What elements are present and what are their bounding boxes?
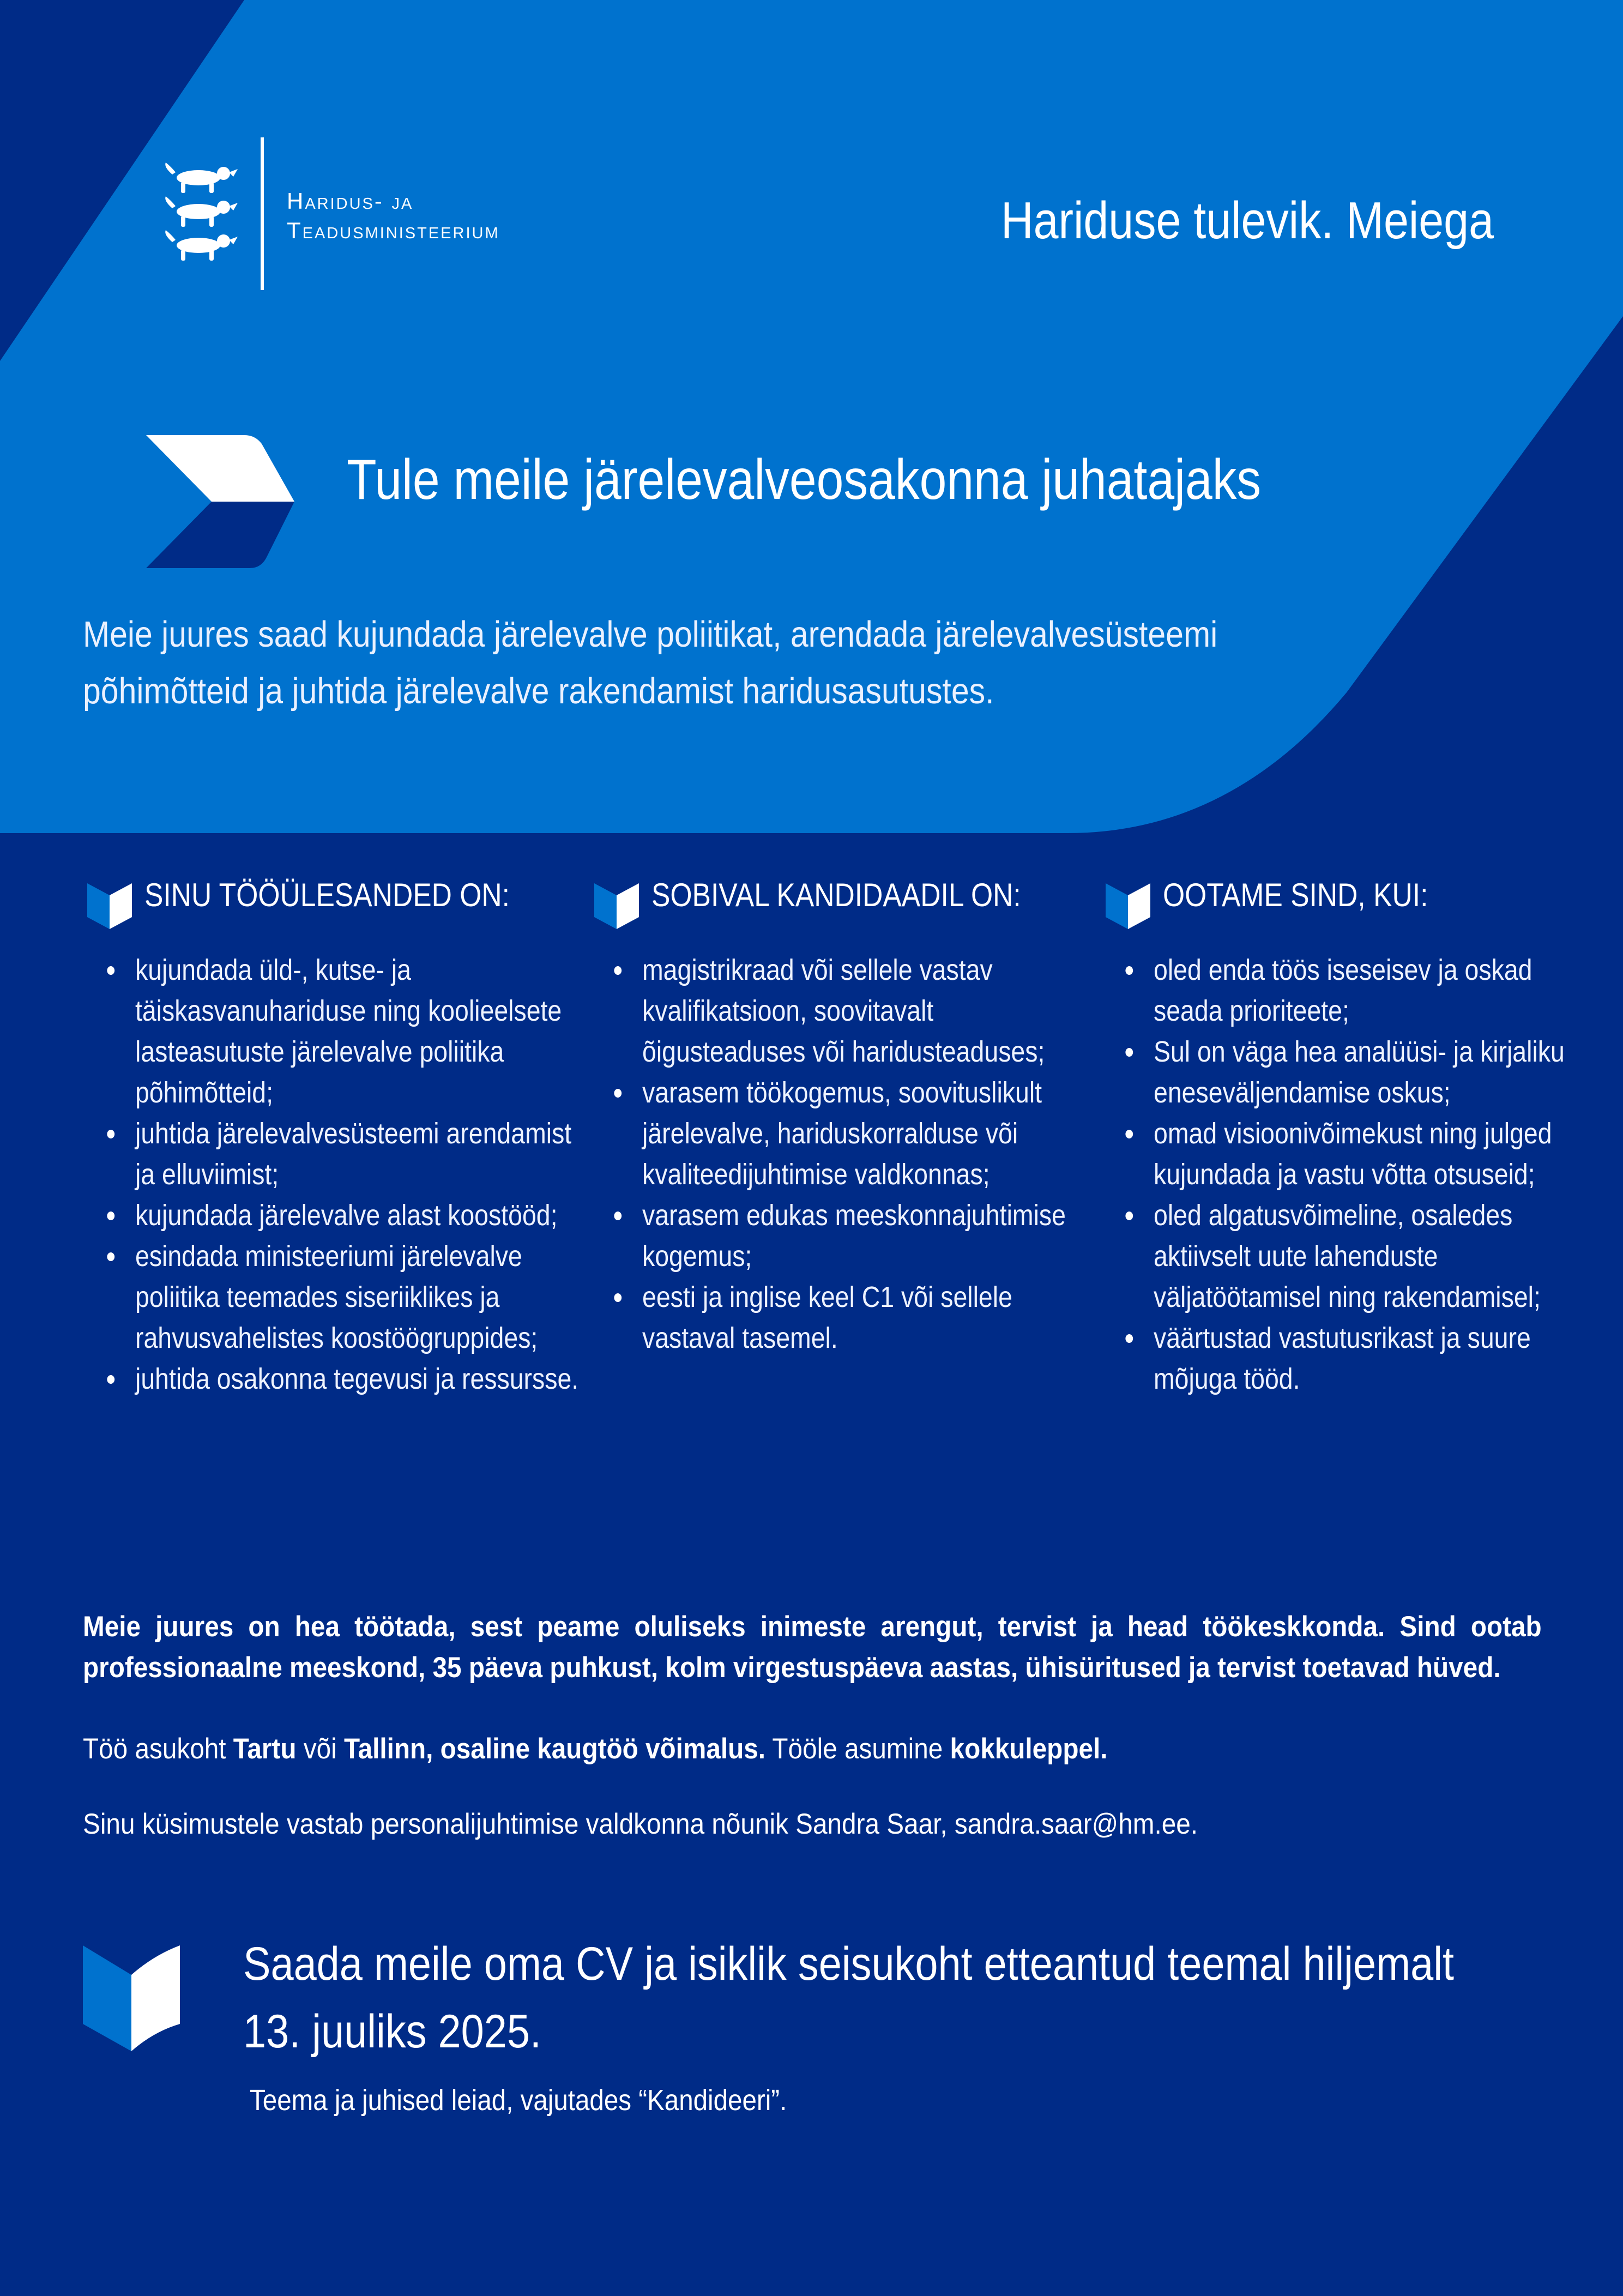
list-item: Sul on väga hea analüüsi- ja kirjaliku eneseväljendamise oskus; (1154, 1032, 1604, 1113)
start-prefix: Tööle asumine (765, 1733, 950, 1765)
location-or: või (296, 1733, 344, 1765)
list-item: kujundada järelevalve alast koostööd; (135, 1195, 586, 1236)
intro-text: Meie juures saad kujundada järelevalve poliitikat, arendada järelevalvesüsteemi põhimõtteid ja juhtida järelevalve rakendamist haridusasutustes. (83, 614, 1218, 712)
column-duties (87, 872, 579, 1400)
location-city-tallinn: Tallinn, osaline kaugtöö võimalus. (343, 1733, 766, 1765)
book-icon (594, 879, 639, 929)
list-item: kujundada üld-, kutse- ja täiskasvanuhariduse ning koolieelsete lasteasutuste järelevalve poliitika põhimõtteid; (135, 950, 586, 1113)
start-date: kokkuleppel. (950, 1733, 1108, 1765)
slogan: Hariduse tulevik. Meiega (1000, 191, 1494, 250)
column-requirements (594, 872, 1074, 1359)
list-item: esindada ministeeriumi järelevalve poliitika teemades siseriiklikes ja rahvusvahelistes koostöögruppides; (135, 1236, 586, 1359)
chevron-arrow-icon (146, 435, 294, 568)
list-item: eesti ja inglise keel C1 või sellele vastaval tasemel. (642, 1277, 1093, 1359)
column-header (1106, 872, 1585, 923)
cta-note: Teema ja juhised leiad, vajutades “Kandideeri”. (250, 2084, 787, 2117)
ministry-name-line2: Teadusministeerium (287, 218, 500, 243)
column-header (87, 872, 567, 923)
page-title: Tule meile järelevalveosakonna juhatajaks (347, 448, 1262, 511)
logo-divider (261, 137, 264, 290)
contact-text: Sinu küsimustele vastab personalijuhtimise valdkonna nõunik Sandra Saar, sandra.saar@hm.ee. (83, 1808, 1198, 1840)
location-text (83, 1728, 1542, 1769)
column-header (594, 872, 1074, 923)
expectations-list (1106, 950, 1585, 1400)
book-icon (83, 1944, 180, 2051)
column-title: OOTAME SIND, KUI: (1163, 877, 1428, 913)
three-lions-coat-of-arms-icon (161, 161, 239, 265)
book-icon (87, 879, 132, 929)
column-expectations (1106, 872, 1585, 1400)
ministry-name (287, 186, 592, 245)
list-item: oled algatusvõimeline, osaledes aktiivselt uute lahenduste väljatöötamisel ning rakendamisel; (1154, 1195, 1604, 1318)
list-item: juhtida järelevalvesüsteemi arendamist ja elluviimist; (135, 1113, 586, 1195)
book-icon (1106, 879, 1150, 929)
column-title: SINU TÖÖÜLESANDED ON: (144, 877, 510, 913)
column-title: SOBIVAL KANDIDAADIL ON: (651, 877, 1021, 913)
list-item: varasem edukas meeskonnajuhtimise kogemus; (642, 1195, 1093, 1277)
location-prefix: Töö asukoht (83, 1733, 233, 1765)
location-city-tartu: Tartu (233, 1733, 297, 1765)
duties-list (87, 950, 579, 1400)
list-item: väärtustad vastutusrikast ja suure mõjuga tööd. (1154, 1318, 1604, 1400)
cta-title: Saada meile oma CV ja isiklik seisukoht etteantud teemal hiljemalt 13. juuliks 2025. (243, 1938, 1455, 2058)
ministry-name-line1: Haridus- ja (287, 188, 414, 214)
list-item: varasem töökogemus, soovituslikult järelevalve, hariduskorralduse või kvaliteedijuhtimise valdkonnas; (642, 1072, 1093, 1195)
list-item: magistrikraad või sellele vastav kvalifikatsioon, soovitavalt õigusteaduses või haridusteaduses; (642, 950, 1093, 1072)
benefits-text: Meie juures on hea töötada, sest peame oluliseks inimeste arengut, tervist ja head töökeskkonda. Sind ootab professionaalne meeskond, 35 päeva puhkust, kolm virgestuspäeva aastas, ühisüritused ja tervist toetavad hüved. (83, 1611, 1542, 1684)
list-item: omad visioonivõimekust ning julged kujundada ja vastu võtta otsuseid; (1154, 1113, 1604, 1195)
list-item: juhtida osakonna tegevusi ja ressursse. (135, 1359, 586, 1400)
requirements-list (594, 950, 1074, 1359)
list-item: oled enda töös iseseisev ja oskad seada prioriteete; (1154, 950, 1604, 1032)
